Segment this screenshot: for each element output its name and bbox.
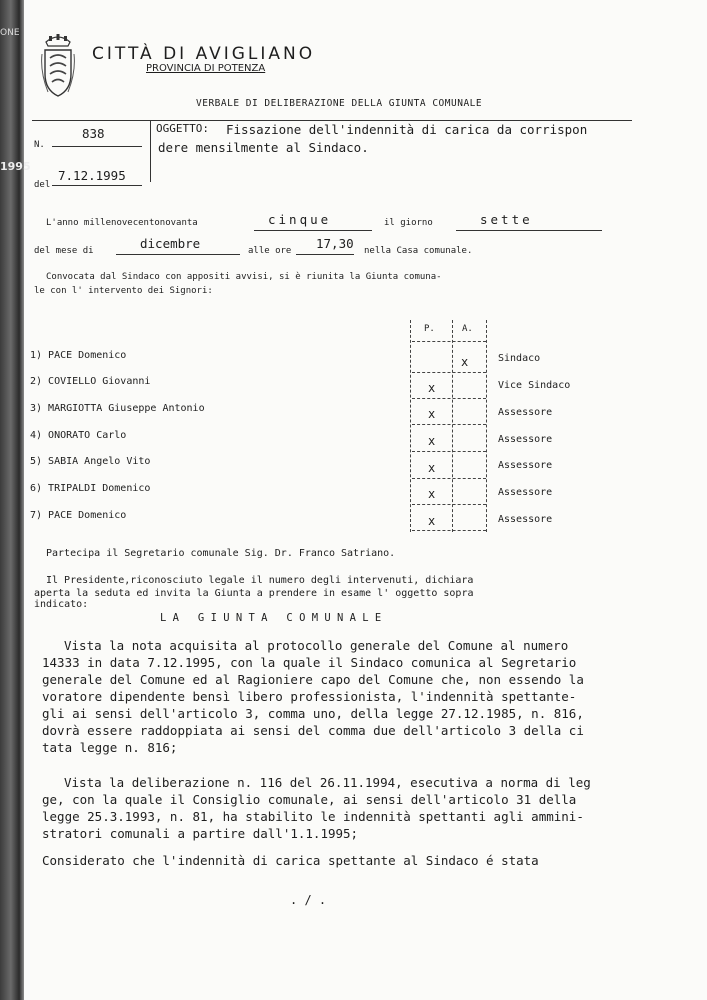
- oggetto-line-1: Fissazione dell'indennità di carica da corrispon: [226, 122, 588, 137]
- date-underline: [52, 185, 142, 186]
- table-middle-border: [452, 320, 453, 532]
- table-left-border: [410, 320, 411, 532]
- member-name: 7) PACE Domenico: [30, 510, 127, 521]
- row-rule: [412, 504, 486, 505]
- row-rule: [412, 372, 486, 373]
- ore-underline: [296, 254, 354, 255]
- row-rule: [412, 424, 486, 425]
- presidente-line-3: indicato:: [34, 599, 89, 610]
- body-line: legge 25.3.1993, n. 81, ha stabilito le indennità spettanti agli ammini-: [42, 809, 584, 824]
- present-mark: x: [428, 407, 436, 421]
- body-line: 14333 in data 7.12.1995, con la quale il Sindaco comunica al Segretario: [42, 655, 577, 670]
- anno-label: L'anno millenovecentonovanta: [46, 218, 198, 228]
- page-continuation-mark: . / .: [290, 893, 327, 907]
- deliberation-number: 838: [82, 126, 105, 141]
- present-column-header: P.: [424, 324, 435, 334]
- present-mark: x: [428, 381, 436, 395]
- member-name: 6) TRIPALDI Domenico: [30, 483, 151, 494]
- body-line: generale del Comune ed al Ragioniere capo del Comune che, non essendo la: [42, 672, 584, 687]
- member-name: 5) SABIA Angelo Vito: [30, 456, 151, 467]
- record-top-rule: [32, 120, 632, 121]
- row-rule: [412, 398, 486, 399]
- body-line: Vista la nota acquisita al protocollo generale del Comune al numero: [64, 638, 569, 653]
- body-line: Vista la deliberazione n. 116 del 26.11.1994, esecutiva a norma di leg: [64, 775, 591, 790]
- body-line: gli ai sensi dell'articolo 3, comma uno, della legge 27.12.1985, n. 816,: [42, 706, 584, 721]
- absent-mark: x: [461, 355, 469, 369]
- segretario-line: Partecipa il Segretario comunale Sig. Dr. Franco Satriano.: [46, 548, 396, 559]
- table-right-border: [486, 320, 487, 532]
- number-label: N.: [34, 140, 45, 150]
- mese-label: del mese di: [34, 246, 94, 256]
- member-role: Assessore: [498, 460, 553, 471]
- member-role: Assessore: [498, 487, 553, 498]
- giorno-value: sette: [480, 212, 533, 227]
- oggetto-label: OGGETTO:: [156, 122, 209, 135]
- oggetto-line-2: dere mensilmente al Sindaco.: [158, 140, 369, 155]
- present-mark: x: [428, 461, 436, 475]
- member-name: 2) COVIELLO Giovanni: [30, 376, 151, 387]
- spine-label: ONE: [0, 28, 20, 38]
- member-role: Assessore: [498, 514, 553, 525]
- member-role: Vice Sindaco: [498, 380, 571, 391]
- date-label: del: [34, 180, 51, 190]
- province-label: PROVINCIA DI POTENZA: [146, 63, 266, 74]
- body-line: ge, con la quale il Consiglio comunale, ai sensi dell'articolo 31 della: [42, 792, 577, 807]
- presidente-line-2: aperta la seduta ed invita la Giunta a prendere in esame l' oggetto sopra: [34, 588, 474, 599]
- mese-value: dicembre: [140, 236, 201, 251]
- member-name: 4) ONORATO Carlo: [30, 430, 127, 441]
- present-mark: x: [428, 514, 436, 528]
- binder-spine: [0, 0, 31, 1000]
- anno-value: cinque: [268, 212, 332, 227]
- member-role: Sindaco: [498, 353, 541, 364]
- header-rule: [412, 341, 486, 342]
- number-underline: [52, 146, 142, 147]
- mese-underline: [116, 254, 240, 255]
- member-role: Assessore: [498, 407, 553, 418]
- row-rule: [412, 530, 486, 531]
- coat-of-arms-icon: [40, 32, 76, 100]
- record-divider: [150, 120, 151, 182]
- spine-year: 1995: [0, 160, 31, 173]
- city-title: CITTÀ DI AVIGLIANO: [92, 44, 316, 64]
- member-name: 1) PACE Domenico: [30, 350, 127, 361]
- row-rule: [412, 478, 486, 479]
- member-role: Assessore: [498, 434, 553, 445]
- body-line: stratori comunali a partire dall'1.1.1995;: [42, 826, 359, 841]
- anno-underline: [254, 230, 372, 231]
- giorno-label: il giorno: [384, 218, 433, 228]
- casa-label: nella Casa comunale.: [364, 246, 473, 256]
- presidente-line-1: Il Presidente,riconosciuto legale il numero degli intervenuti, dichiara: [46, 575, 474, 586]
- deliberation-date: 7.12.1995: [58, 168, 126, 183]
- body-line: voratore dipendente bensì libero professionista, l'indennità spettante-: [42, 689, 577, 704]
- body-line: dovrà essere raddoppiata ai sensi del comma due dell'articolo 3 della ci: [42, 723, 584, 738]
- ore-value: 17,30: [316, 236, 354, 251]
- verbale-heading: VERBALE DI DELIBERAZIONE DELLA GIUNTA COMUNALE: [196, 98, 483, 109]
- convocata-line-2: le con l' intervento dei Signori:: [34, 286, 213, 296]
- body-line: tata legge n. 816;: [42, 740, 178, 755]
- row-rule: [412, 451, 486, 452]
- body-paragraph-3: Considerato che l'indennità di carica spettante al Sindaco é stata: [42, 853, 539, 868]
- present-mark: x: [428, 434, 436, 448]
- absent-column-header: A.: [462, 324, 473, 334]
- giorno-underline: [456, 230, 602, 231]
- ore-label: alle ore: [248, 246, 292, 256]
- convocata-line-1: Convocata dal Sindaco con appositi avvisi, si è riunita la Giunta comuna-: [46, 272, 442, 282]
- giunta-heading: L A G I U N T A C O M U N A L E: [160, 612, 382, 624]
- member-name: 3) MARGIOTTA Giuseppe Antonio: [30, 403, 205, 414]
- present-mark: x: [428, 487, 436, 501]
